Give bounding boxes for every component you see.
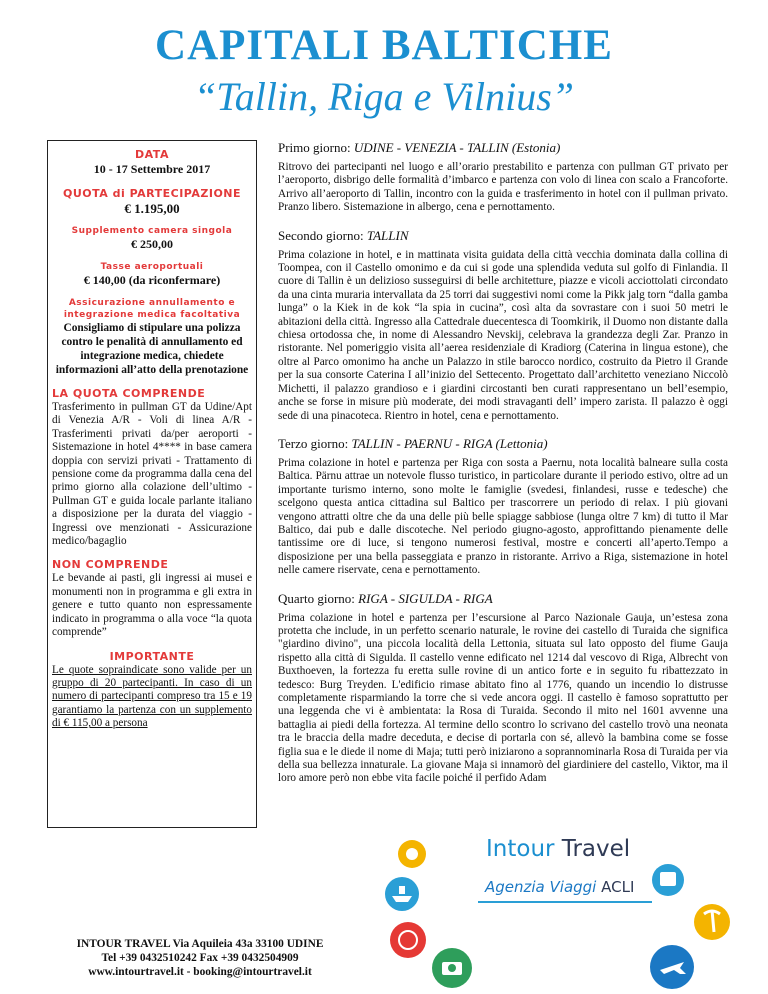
importante-label: IMPORTANTE: [109, 649, 195, 663]
tasse-label: Tasse aeroportuali: [100, 262, 204, 272]
page-title: CAPITALI BALTICHE: [155, 22, 613, 69]
footer-phone: Tel +39 0432510242 Fax +39 0432504909: [101, 952, 299, 964]
contact-footer: [40, 937, 360, 979]
comprende-label: LA QUOTA COMPRENDE: [52, 387, 206, 400]
tasse-value: € 140,00 (da riconfermare): [83, 273, 221, 287]
info-sidebar: [47, 140, 257, 828]
agency-name: Agenzia Viaggi ACLI: [485, 878, 635, 896]
itinerary: [278, 140, 728, 799]
page-subtitle: “Tallin, Riga e Vilnius”: [193, 74, 575, 119]
day-heading: Primo giorno: UDINE - VENEZIA - TALLIN (Estonia): [278, 140, 561, 155]
singola-value: € 250,00: [131, 237, 173, 251]
day-heading: Quarto giorno: RIGA - SIGULDA - RIGA: [278, 590, 493, 606]
day-heading: Secondo giorno: TALLIN: [278, 227, 409, 243]
day-text: Prima colazione in hotel, e in mattinata visita guidata della città vecchia dominata dalla collina di Toompea, con il Castello omonimo e da cui si gode una splendida veduta sul golfo di Finlandia. Il cuore di Tallin è un delizioso susseguirsi di belle architetture, piazze e vicoli acciottolati circondato da una cinta muraria intervallata da 25 torri dai suggestivi nomi come la Pikk jalg torn “dalla gamba lunga” o la Kiek in de kok “la spia in cucina”, così alta da sovrastare con i suoi 50 metri le abitazioni della città. Ingresso alla Cattedrale duecentesca di Toomkirik, il Duomo non distante dalla chiesa ortodossa che, in nome di Alessandro Nevskij, celebrava la grandezza degli Zar. Pranzo in ristorante. Nel pomeriggio visita all’aerea residenziale di Kradiorg (Caterina in lingua estone), che oltre al Parco omonimo ha anche un Palazzo in stile barocco nordico, costruito da Pietro il Grande per la sua consorte Caterina I all’inizio del Settecento. Progettato dall’architetto veneziano Niccolò Michetti, il palazzo grandioso e i giardini circostanti ben curati rappresentano un bell’esempio, anche se forse in misure più moderate, dei modi stravaganti dell’ impero zarista. Il palazzo è oggi sede di una pinacoteca. Rientro in hotel, cena e pernottamento.: [278, 248, 728, 422]
day-text: Prima colazione in hotel e partenza per Riga con sosta a Paernu, nota località balneare sulla costa Baltica. Pärnu attrae un notevole flusso turistico, in particolare durante il periodo estivo, oltre ad un importante turismo interno, sono molte le famiglie (svedesi, finlandesi, russe e tedesche) che scelgono questa antica cittadina sul Baltico per trascorrere un periodo di relax. I più giovani vengono attratti oltre che da una delle più belle spiagge sabbiose (lunga oltre 7 km) di tutto il Mar Baltico, dai pub e dalle discoteche. Nel periodo giugno-agosto, approfittando pienamente delle tantissime ore di luce, si tengono numerosi festival, mostre e concerti all’aperto.Tempo a disposizione per una bella passeggiata e pranzo in ristorante. Arrivo a Riga, sistemazione in hotel nelle camere riservate, cena e pernottamento.: [278, 456, 728, 577]
day-text: Prima colazione in hotel e partenza per l’escursione al Parco Nazionale Gauja, un’estesa zona protetta che include, in un perfetto scenario naturale, le rovine dei castello di Turaida che significa "giardino divino", una piccola località della Lettonia, situata sul lato opposto del fiume Gauja rispetto alla città di Sigulda. Il castello venne edificato nel 1214 dal vescovo di Riga, Albrecht von Buxthoeven, la fortezza fu eretta sulle rovine di un antico forte e in seguito fu ribattezzato in tedesco: Burg Treyden. L'edificio rimase abitato fino al 1776, quando un incendio lo distrusse completamente risparmiando la torre che si vede ancora oggi. Il castello è famoso soprattutto per una leggenda che vi è ambientata: la Rosa di Turaida. Secondo il mito nel 1601 avvenne una battaglia ai piedi della fortezza. Al termine dello scontro lo scrivano del castello trovò una neonata tra le braccia della madre deceduta, e decise di portarla con sé, allevò la bambina come se fosse figlia sua e le diede il nome di Maja; tutti però iniziarono a soprannominarla Rosa di Turaida per via della sua bellezza innaturale. La giovane Maja si innamorò del giardiniere del castello, Viktor, ma il loro amore però non ebbe vita facile poiché il perfido Adam: [278, 611, 728, 785]
importante-text: Le quote sopraindicate sono valide per un gruppo di 20 partecipanti. In caso di un numero di partecipanti compreso tra 15 e 19 garantiamo la partenza con un supplemento di € 115,00 a persona: [52, 663, 252, 730]
non-comprende-label: NON COMPRENDE: [52, 558, 169, 572]
day-heading: Terzo giorno: TALLIN - PAERNU - RIGA (Lettonia): [278, 435, 548, 451]
assicurazione-label: Assicurazione annullamento e integrazione medica facoltativa: [63, 298, 241, 320]
singola-label: Supplemento camera singola: [71, 226, 233, 236]
comprende-text: Trasferimento in pullman GT da Udine/Apt di Venezia A/R - Voli di linea A/R - Trasferimenti privati da/per aeroporti - Sistemazione in hotel 4**** in base camera doppia con servizi privati - Trattamento di pensione come da programma dalla cena del primo giorno alla colazione dell’ultimo - Pullman GT e guida locale parlante italiano a disposizione per la durata del viaggio - Ingressi ove menzionati - Assicurazione medico/bagaglio: [52, 401, 252, 548]
footer-address: INTOUR TRAVEL Via Aquileia 43a 33100 UDINE: [76, 938, 324, 950]
data-value: 10 - 17 Settembre 2017: [93, 162, 211, 176]
brand-name: Intour Travel: [486, 836, 631, 862]
world-icon: [390, 922, 426, 958]
quota-label: QUOTA di PARTECIPAZIONE: [62, 187, 242, 200]
assicurazione-text: Consigliamo di stipulare una polizza contro le penalità di annullamento ed integrazione medica, chiedete informazioni all’atto della prenotazione: [55, 322, 249, 376]
footer-web: www.intourtravel.it - booking@intourtravel.it: [88, 966, 312, 978]
data-label: DATA: [135, 148, 169, 161]
day-text: Ritrovo dei partecipanti nel luogo e all’orario prestabilito e partenza con pullman GT privato per l’aeroporto, disbrigo delle formalità d’imbarco e partenza con volo di linea con scalo a Francoforte. Arrivo all’aeroporto di Tallin, incontro con la guida e trasferimento in hotel con il pullman privato. Pranzo libero. Sistemazione in albergo, cena e pernottamento.: [278, 161, 728, 214]
quota-value: € 1.195,00: [124, 201, 180, 216]
non-comprende-text: Le bevande ai pasti, gli ingressi ai musei e monumenti non in programma e gli extra in genere e tutto quanto non espressamente indicato in programma o alla voce “la quota comprende”: [52, 572, 252, 639]
